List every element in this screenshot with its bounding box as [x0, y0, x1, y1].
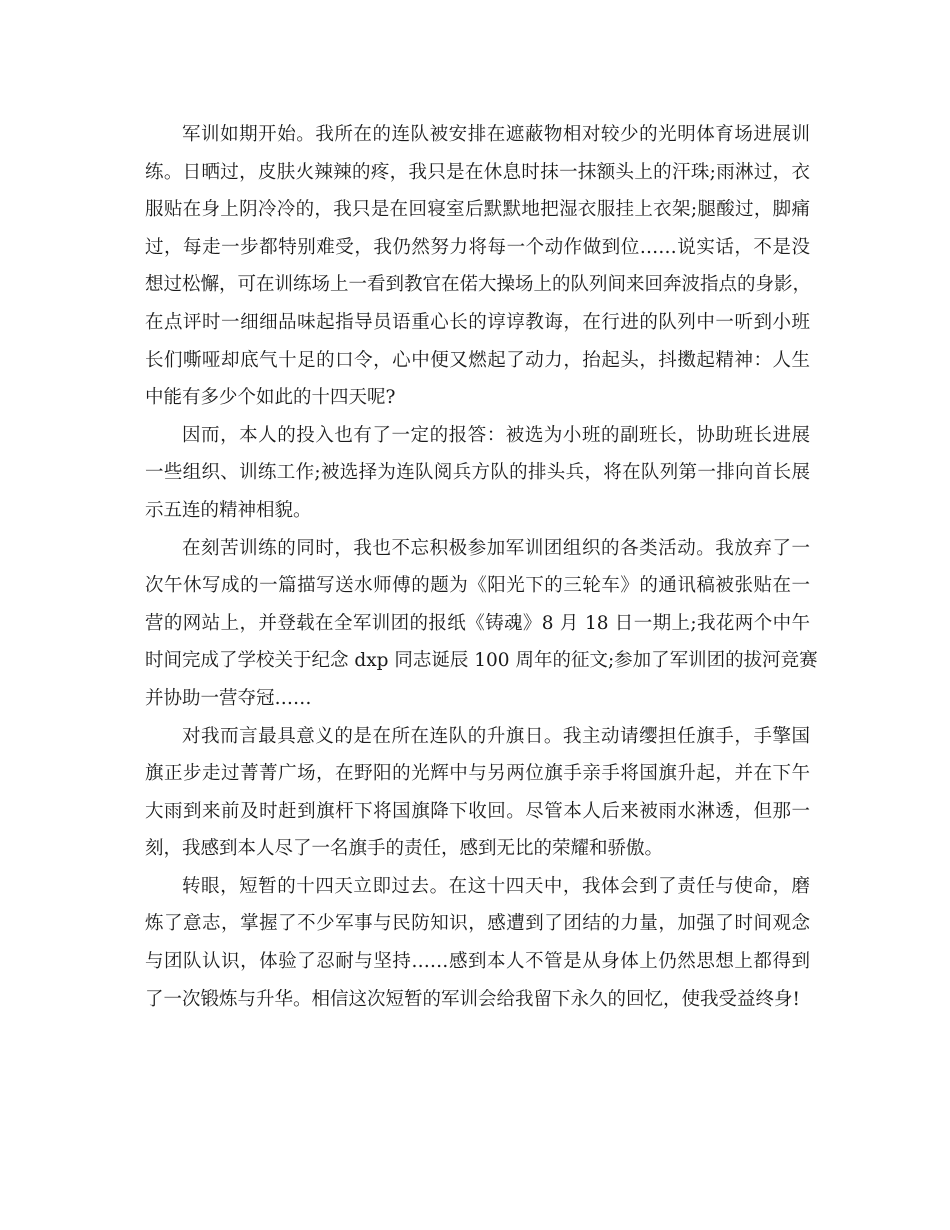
- text-line: 次午休写成的一篇描写送水师傅的题为《阳光下的三轮车》的通讯稿被张贴在一: [145, 575, 810, 597]
- text-line: 一些组织、训练工作;被选择为连队阅兵方队的排头兵，将在队列第一排向首长展: [145, 462, 810, 484]
- text-line: 示五连的精神相貌。: [145, 499, 312, 521]
- text-line: 转眼，短暂的十四天立即过去。在这十四天中，我体会到了责任与使命，磨: [182, 875, 810, 897]
- paragraph: [145, 530, 818, 718]
- text-line: 刻，我感到本人尽了一名旗手的责任，感到无比的荣耀和骄傲。: [145, 838, 664, 860]
- text-line: 服贴在身上阴冷冷的，我只是在回寝室后默默地把湿衣服挂上衣架;腿酸过，脚痛: [145, 199, 810, 221]
- text-line: 过，每走一步都特别难受，我仍然努力将每一个动作做到位……说实话，不是没: [145, 236, 810, 258]
- text-line: 与团队认识，体验了忍耐与坚持……感到本人不管是从身体上仍然思想上都得到: [145, 951, 810, 973]
- text-line: 因而，本人的投入也有了一定的报答：被选为小班的副班长，协助班长进展: [182, 424, 810, 446]
- text-line: 中能有多少个如此的十四天呢?: [145, 387, 396, 409]
- text-line: 在刻苦训练的同时，我也不忘积极参加军训团组织的各类活动。我放弃了一: [182, 537, 810, 559]
- paragraph: [145, 718, 810, 868]
- text-line: 并协助一营夺冠……: [145, 687, 312, 709]
- text-line: 军训如期开始。我所在的连队被安排在遮蔽物相对较少的光明体育场进展训: [182, 124, 810, 145]
- paragraph: [145, 417, 810, 530]
- text-line: 大雨到来前及时赶到旗杆下将国旗降下收回。尽管本人后来被雨水淋透，但那一: [145, 800, 810, 822]
- text-line: 时间完成了学校关于纪念 dxp 同志诞辰 100 周年的征文;参加了军训团的拔河竞赛: [145, 650, 818, 672]
- text-line: 了一次锻炼与升华。相信这次短暂的军训会给我留下永久的回忆，使我受益终身!: [145, 988, 800, 1010]
- text-line: 旗正步走过菁菁广场，在野阳的光辉中与另两位旗手亲手将国旗升起，并在下午: [145, 763, 810, 785]
- text-line: 练。日晒过，皮肤火辣辣的疼，我只是在休息时抹一抹额头上的汗珠;雨淋过，衣: [145, 161, 810, 183]
- text-line: 炼了意志，掌握了不少军事与民防知识，感遭到了团结的力量，加强了时间观念: [145, 913, 810, 935]
- text-line: 想过松懈，可在训练场上一看到教官在偌大操场上的队列间来回奔波指点的身影，: [145, 274, 812, 296]
- text-line: 对我而言最具意义的是在所在连队的升旗日。我主动请缨担任旗手，手擎国: [182, 725, 810, 747]
- text-line: 在点评时一细细品味起指导员语重心长的谆谆教诲，在行进的队列中一听到小班: [145, 311, 810, 333]
- text-line: 营的网站上，并登载在全军训团的报纸《铸魂》8 月 18 日一期上;我花两个中午: [145, 612, 810, 634]
- text-line: 长们嘶哑却底气十足的口令，心中便又燃起了动力，抬起头，抖擞起精神：人生: [145, 349, 810, 371]
- paragraph: [145, 116, 810, 417]
- document-body: [145, 116, 818, 1018]
- paragraph: [145, 868, 810, 1018]
